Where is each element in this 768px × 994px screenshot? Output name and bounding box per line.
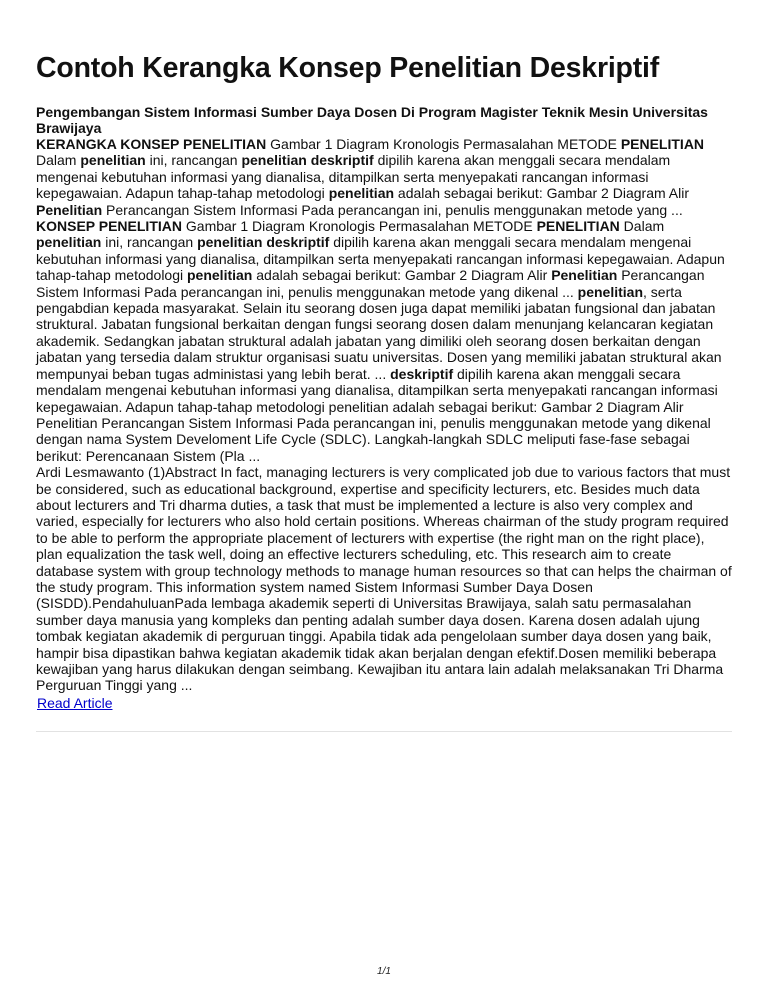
page-title: Contoh Kerangka Konsep Penelitian Deskriptif [36,52,660,84]
bold-term: Penelitian [551,267,618,284]
article-abstract: Ardi Lesmawanto (1)Abstract In fact, managing lecturers is very complicated job due to various factors that must be considered, such as educational background, expertise and specificity lecturers, etc. Besides much data about lecturers and Tri dharma duties, a task that must be implemented a lecture is also very complex and varied, especially for lecturers who also hold certain positions. Whereas chairman of the study program required to be able to perform the appropriate placement of lecturers with expertise (the right man on the right place), plan equalization the task well, doing an effective lecturers scheduling, etc. This research aim to create database system with group technology methods to manage human resources so that can helps the chairman of the study program. This information system named Sistem Informasi Sumber Daya Dosen (SISDD).PendahuluanPada lembaga akademik seperti di Universitas Brawijaya, salah satu permasalahan sumber daya manusia yang kompleks dan penting adalah sumber daya dosen. Karena dosen adalah ujung tombak kegiatan akademik di perguruan tinggi. Apabila tidak ada pengelolaan sumber daya dosen yang baik, hampir bisa dipastikan bahwa kegiatan akademik tidak akan berjalan dengan efektif.Dosen memiliki beberapa kewajiban yang harus dilakukan dengan seimbang. Kewajiban itu antara lain adalah melaksanakan Tri Dharma Perguruan Tinggi yang ... [36,464,732,694]
read-article-link[interactable]: Read Article [37,694,113,711]
body-text: ini, rancangan [145,152,242,169]
body-text: dipilih karena akan menggali secara mendalam mengenai kebutuhan informasi yang dianalisa, ditampilkan serta menyepakati rancangan informasi kepegawaian. Adapun tahap-tahap metodologi penelitian adalah sebagai berikut: Gambar 2 Diagram Alir Penelitian Perancangan Sistem Informasi Pada perancangan ini, penulis menggunakan metode yang dikenal dengan nama System Develoment Life Cycle (SDLC). Langkah-langkah SDLC meliputi fase-fase sebagai berikut: Perencanaan Sistem (Pla ... [36,365,718,464]
body-text: Dalam [619,218,665,235]
bold-term: penelitian deskriptif [197,234,330,251]
body-text: Gambar 1 Diagram Kronologis Permasalahan METODE [182,218,537,235]
body-text: adalah sebagai berikut: Gambar 2 Diagram Alir [252,267,552,284]
bold-term: KONSEP PENELITIAN [36,218,182,235]
bold-term: penelitian deskriptif [241,152,374,169]
bold-term: penelitian [328,185,395,202]
body-text: adalah sebagai berikut: Gambar 2 Diagram Alir [394,185,689,202]
bold-term: KERANGKA KONSEP PENELITIAN [36,136,267,152]
bold-term: deskriptif [390,365,454,382]
body-text: dipilih karena akan menggali secara mendalam mengenai kebutuhan informasi yang dianalisa, ditampilkan serta menyepakati rancangan informasi kepegawaian. Adapun tahap-tahap metodologi [36,152,671,202]
body-text: dipilih karena akan menggali secara mendalam mengenai kebutuhan informasi yang dianalisa, ditampilkan serta menyepakati rancangan informasi kepegawaian. Adapun tahap-tahap metodologi [36,234,725,284]
body-text: Perancangan Sistem Informasi Pada perancangan ini, penulis menggunakan metode yang ... [102,201,683,218]
page-number: 1/1 [377,966,391,977]
bold-term: penelitian [577,283,644,300]
body-text: Dalam [36,152,81,169]
body-text: ini, rancangan [101,234,198,251]
bold-term: penelitian [80,152,146,169]
article-body [36,136,732,464]
bold-term: penelitian [36,234,102,251]
bold-term: penelitian [187,267,253,284]
document-page [36,50,732,713]
divider [36,731,732,732]
bold-term: Penelitian [36,201,103,218]
bold-term: PENELITIAN [620,136,705,152]
article-heading: Pengembangan Sistem Informasi Sumber Daya Dosen Di Program Magister Teknik Mesin Universitas Brawijaya [36,104,708,136]
body-text: Gambar 1 Diagram Kronologis Permasalahan METODE [266,136,621,152]
body-text: , serta pengabdian kepada masyarakat. Selain itu seorang dosen juga dapat memiliki jabatan fungsional dan jabatan struktural. Jabatan fungsional berkaitan dengan fungsi seorang dosen dalam menunjang kelancaran kegiatan akademik. Sedangkan jabatan struktural adalah jabatan yang dimiliki oleh seorang dosen berkaitan dengan jabatan yang tersedia dalam struktur organisasi suatu universitas. Dosen yang memiliki jabatan struktural akan mempunyai beban tugas administasi yang lebih berat. ... [36,283,722,382]
bold-term: PENELITIAN [536,218,620,235]
body-text: Perancangan Sistem Informasi Pada perancangan ini, penulis menggunakan metode yang dikenal ... [36,267,705,300]
